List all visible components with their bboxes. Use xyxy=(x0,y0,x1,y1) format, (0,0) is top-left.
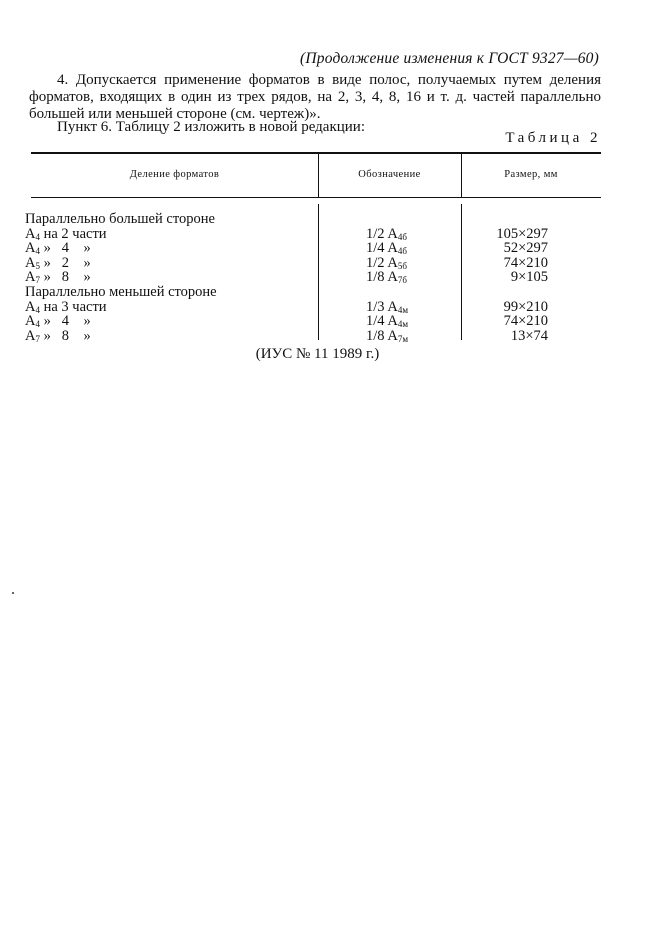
format-designation: 1/3 $A_{4м}$ xyxy=(366,298,409,315)
format-size: 74×210 xyxy=(503,313,548,330)
format-designation: 1/8 $A_{7б}$ xyxy=(366,269,407,286)
format-division: $A_4$ » 4 » xyxy=(25,313,91,330)
format-designation: 1/4 $A_{4м}$ xyxy=(366,313,409,330)
format-division: $A_5$ » 2 » xyxy=(25,254,91,271)
format-size: 99×210 xyxy=(503,298,548,315)
table-row xyxy=(0,329,661,344)
format-size: 74×210 xyxy=(503,254,548,271)
format-size: 9×105 xyxy=(510,269,548,286)
format-designation: 1/2 $A_{5б}$ xyxy=(366,254,407,271)
header-designation: Обозначение xyxy=(358,169,421,180)
format-designation: 1/8 $A_{7м}$ xyxy=(366,327,409,344)
table-row xyxy=(0,227,661,242)
header-size: Размер, мм xyxy=(504,169,558,180)
format-division: Параллельно большей стороне xyxy=(25,211,215,227)
table-top-rule xyxy=(31,152,601,154)
format-designation: 1/4 $A_{4б}$ xyxy=(366,240,407,257)
format-division: $A_4$ на 2 части xyxy=(25,225,107,242)
format-division: $A_7$ » 8 » xyxy=(25,269,91,286)
margin-dot xyxy=(12,592,14,594)
table-row xyxy=(0,256,661,271)
continuation-header: (Продолжение изменения к ГОСТ 9327—60) xyxy=(300,50,599,67)
table-header-rule xyxy=(31,197,601,198)
format-size: 52×297 xyxy=(503,240,548,257)
table-caption: Таблица 2 xyxy=(505,130,601,146)
table-row xyxy=(0,285,661,300)
clause-4-paragraph: 4. Допускается применение форматов в виде полос, получаемых путем деления форматов, входящих в один из трех рядов, на 2, 3, 4, 8, 16 и т. д. частей параллельно большей или меньшей стороне (см. чертеж)». xyxy=(29,72,601,122)
table-row xyxy=(0,300,661,315)
format-division: $A_7$ » 8 » xyxy=(25,327,91,344)
table-row xyxy=(0,314,661,329)
point-6-instruction: Пункт 6. Таблицу 2 изложить в новой редакции: xyxy=(57,119,366,135)
format-division: $A_4$ на 3 части xyxy=(25,298,107,315)
format-designation: 1/2 $A_{4б}$ xyxy=(366,225,407,242)
format-division: $A_4$ » 4 » xyxy=(25,240,91,257)
format-division: Параллельно меньшей стороне xyxy=(25,284,217,300)
table-row xyxy=(0,241,661,256)
format-size: 105×297 xyxy=(496,225,548,242)
source-note: (ИУС № 11 1989 г.) xyxy=(255,346,380,362)
format-size: 13×74 xyxy=(510,327,548,344)
table-row xyxy=(0,212,661,227)
header-division: Деление форматов xyxy=(129,169,220,180)
